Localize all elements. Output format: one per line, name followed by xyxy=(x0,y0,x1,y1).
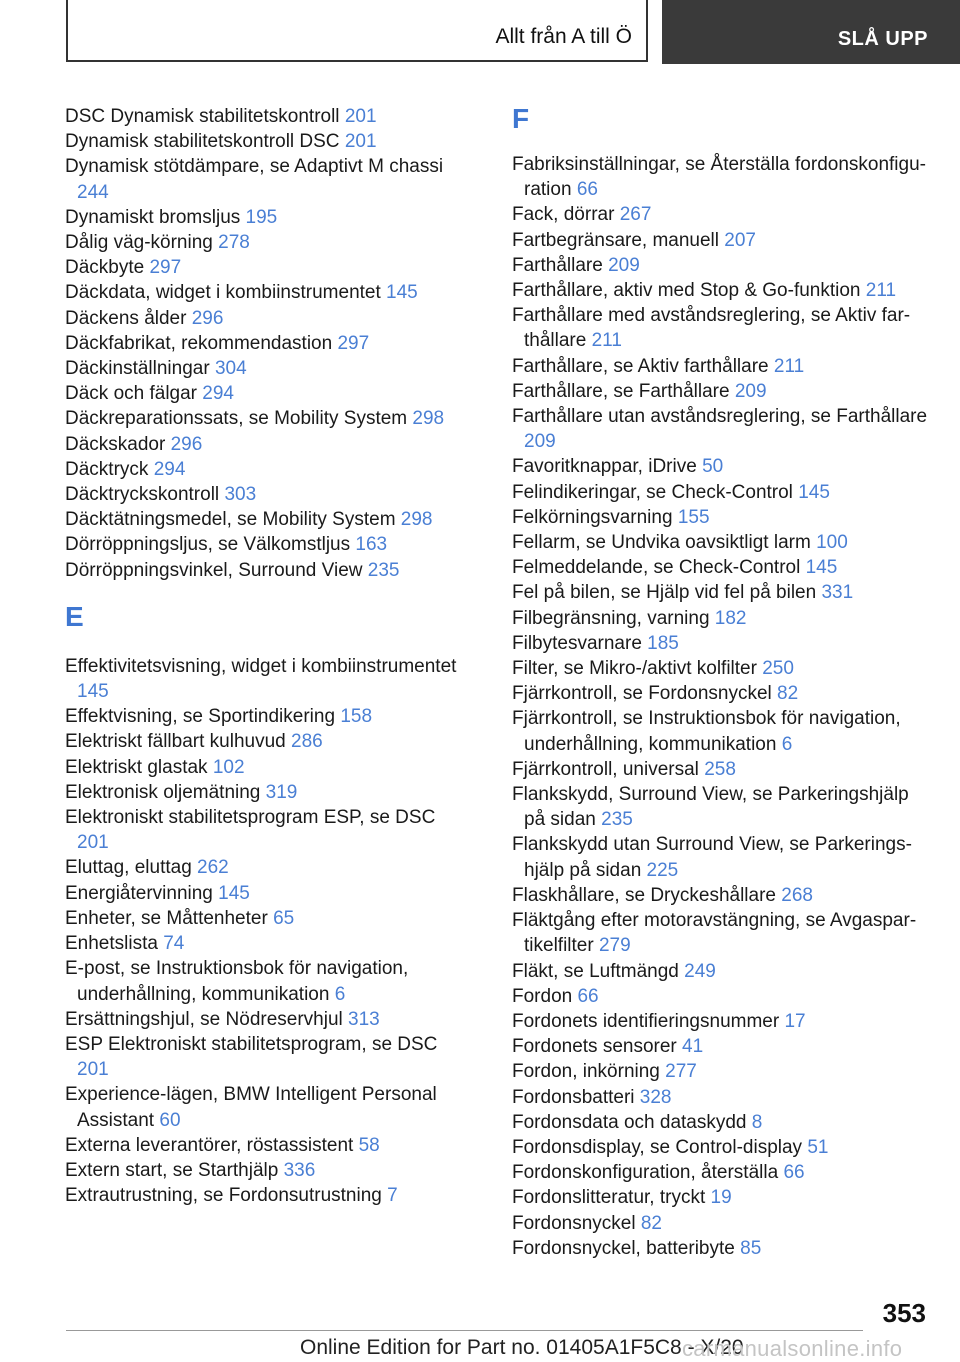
index-entry xyxy=(512,883,932,908)
index-entry-text: Fordonslitteratur, tryckt xyxy=(512,1187,706,1209)
index-entry xyxy=(512,278,932,303)
index-entry-text: Filter, se Mikro-/aktivt kolfilter xyxy=(512,658,757,680)
index-entry-text: Fordonsdisplay, se Control-display xyxy=(512,1136,803,1158)
index-entry-text: Dynamiskt bromsljus xyxy=(65,206,241,228)
index-entry-text: Felmeddelande, se Check-Control xyxy=(512,557,801,579)
index-entry-text: E-post, se Instruktionsbok för navigation, underhållning, kommunikation xyxy=(65,958,409,1005)
index-entry-text: Fack, dörrar xyxy=(512,204,615,226)
index-entry xyxy=(512,782,932,832)
edition-text: Online Edition for Part no. 01405A1F5C8 - X/20 xyxy=(300,1336,744,1359)
index-entry-text: Fordon, inkörning xyxy=(512,1061,660,1083)
index-list-e xyxy=(65,654,465,1208)
index-entry xyxy=(65,381,465,406)
index-entry-text: Dörröppningsljus, se Välkomstljus xyxy=(65,534,351,556)
index-entry-text: Elektroniskt stabilitetsprogram ESP, se DSC xyxy=(65,807,436,829)
index-entry xyxy=(65,780,465,805)
index-entry xyxy=(65,255,465,280)
index-entry-text: Externa leverantörer, röstassistent xyxy=(65,1134,354,1156)
index-entry xyxy=(512,706,932,756)
index-entry-text: Fordonsnyckel xyxy=(512,1212,636,1234)
index-entry xyxy=(65,1158,465,1183)
index-entry xyxy=(512,1236,932,1261)
page-link[interactable]: 250 xyxy=(762,658,794,680)
index-column-left xyxy=(65,104,465,1208)
index-entry-text: Däckskador xyxy=(65,433,166,455)
page-link[interactable]: 225 xyxy=(646,859,679,881)
index-entry xyxy=(512,631,932,656)
index-entry-text: Dörröppningsvinkel, Surround View xyxy=(65,559,363,581)
page-link[interactable]: 51 xyxy=(807,1136,829,1158)
section-letter-e: E xyxy=(65,600,84,632)
index-entry-text: Fläkt, se Luftmängd xyxy=(512,960,679,982)
index-entry-text: Fordonsdata och dataskydd xyxy=(512,1111,747,1133)
index-entry-text: Felkörningsvarning xyxy=(512,506,673,528)
index-entry-text: Effektvisning, se Sportindikering xyxy=(65,706,336,728)
index-entry xyxy=(65,230,465,255)
page-link[interactable]: 66 xyxy=(577,985,599,1007)
index-entry xyxy=(512,404,932,454)
page-link[interactable]: 297 xyxy=(149,257,182,279)
index-entry-text: Fellarm, se Undvika oavsiktligt larm xyxy=(512,532,811,554)
index-entry-text: Däckdata, widget i kombiinstrumentet xyxy=(65,282,381,304)
index-entry-text: Farthållare, aktiv med Stop & Go-funktion xyxy=(512,280,861,302)
index-entry-text: Farthållare med avståndsreglering, se Aktiv farthållare xyxy=(512,305,911,352)
index-entry-text: Farthållare xyxy=(512,254,603,276)
page-link[interactable]: 331 xyxy=(821,582,854,604)
index-entry xyxy=(65,1183,465,1208)
index-entry-text: Extrautrustning, se Fordonsutrustning xyxy=(65,1185,382,1207)
page-link[interactable]: 277 xyxy=(665,1061,697,1083)
index-entry-text: Farthållare, se Farthållare xyxy=(512,380,730,402)
page-link[interactable]: 298 xyxy=(412,408,445,430)
index-entry xyxy=(512,152,932,202)
page-link[interactable]: 278 xyxy=(218,232,250,254)
index-entry xyxy=(512,959,932,984)
index-entry-text: Energiåtervinning xyxy=(65,882,213,904)
index-entry xyxy=(512,908,932,958)
index-entry xyxy=(65,755,465,780)
page-link[interactable]: 145 xyxy=(77,681,109,703)
index-entry xyxy=(65,507,465,532)
index-entry xyxy=(65,129,465,154)
index-entry xyxy=(512,1009,932,1034)
index-entry xyxy=(65,154,465,204)
page-link[interactable]: 65 xyxy=(273,907,295,929)
index-entry xyxy=(512,1185,932,1210)
index-entry xyxy=(512,1160,932,1185)
index-entry xyxy=(65,729,465,754)
index-entry-text: Däckbyte xyxy=(65,257,145,279)
index-entry xyxy=(512,202,932,227)
index-entry-text: Filbytesvarnare xyxy=(512,632,642,654)
page-link[interactable]: 74 xyxy=(163,933,185,955)
page-link[interactable]: 209 xyxy=(524,431,556,453)
page-link[interactable]: 303 xyxy=(224,484,257,506)
page-link[interactable]: 207 xyxy=(724,229,756,251)
page-link[interactable]: 211 xyxy=(773,355,805,377)
index-entry-text: Dålig väg-körning xyxy=(65,232,213,254)
index-entry xyxy=(65,532,465,557)
index-entry-text: Farthållare, se Aktiv farthållare xyxy=(512,355,769,377)
index-entry xyxy=(65,331,465,356)
index-entry xyxy=(65,205,465,230)
index-entry-text: Fabriksinställningar, se Återställa fordonskonfiguration xyxy=(512,154,926,201)
page-link[interactable]: 8 xyxy=(751,1111,763,1133)
index-entry-text: Dynamisk stabilitetskontroll DSC xyxy=(65,131,340,153)
page-link[interactable]: 313 xyxy=(348,1008,380,1030)
page-link[interactable]: 209 xyxy=(734,380,767,402)
index-entry-text: Däcktryck xyxy=(65,458,149,480)
index-entry xyxy=(512,1135,932,1160)
page-link[interactable]: 17 xyxy=(784,1010,806,1032)
index-entry xyxy=(512,1059,932,1084)
page-link[interactable]: 85 xyxy=(740,1237,762,1259)
page-link[interactable]: 66 xyxy=(576,179,598,201)
index-entry-text: Fordonskonfiguration, återställa xyxy=(512,1162,779,1184)
page-link[interactable]: 58 xyxy=(358,1134,380,1156)
index-entry-text: Enheter, se Måttenheter xyxy=(65,907,268,929)
page-link[interactable]: 19 xyxy=(710,1187,732,1209)
index-list-f xyxy=(512,152,932,1261)
index-entry-text: DSC Dynamisk stabilitetskontroll xyxy=(65,106,340,127)
index-entry-text: ESP Elektroniskt stabilitetsprogram, se DSC xyxy=(65,1033,438,1055)
index-entry-text: Däck och fälgar xyxy=(65,383,198,405)
watermark: carmanualsonline.info xyxy=(682,1336,903,1361)
page-link[interactable]: 145 xyxy=(218,882,250,904)
index-entry xyxy=(65,1133,465,1158)
index-entry xyxy=(65,805,465,855)
index-entry-text: Experience-lägen, BMW Intelligent Personal Assistant xyxy=(65,1084,437,1131)
index-entry xyxy=(65,1082,465,1132)
index-entry xyxy=(512,480,932,505)
index-entry-text: Elektriskt fällbart kulhuvud xyxy=(65,731,286,753)
index-entry xyxy=(512,1110,932,1135)
index-entry xyxy=(512,379,932,404)
index-entry xyxy=(65,306,465,331)
page-link[interactable]: 66 xyxy=(783,1162,805,1184)
index-entry-text: Fjärrkontroll, se Fordonsnyckel xyxy=(512,683,772,705)
index-entry-text: Däckreparationssats, se Mobility System xyxy=(65,408,408,430)
index-entry-text: Dynamisk stötdämpare, se Adaptivt M chassi xyxy=(65,156,444,178)
index-entry-text: Fordon xyxy=(512,985,573,1007)
index-entry xyxy=(512,303,932,353)
page-link[interactable]: 158 xyxy=(340,706,373,728)
index-entry xyxy=(65,1032,465,1082)
page-link[interactable]: 82 xyxy=(640,1212,662,1234)
index-entry xyxy=(512,681,932,706)
index-entry-text: Fordonets sensorer xyxy=(512,1036,677,1058)
tab-a-to-z[interactable] xyxy=(66,0,648,62)
index-entry-text: Filbegränsning, varning xyxy=(512,607,710,629)
index-entry xyxy=(65,855,465,880)
page-link[interactable]: 6 xyxy=(334,983,346,1005)
index-entry xyxy=(65,881,465,906)
index-column-right xyxy=(512,104,932,1261)
index-entry-text: Däckfabrikat, rekommendastion xyxy=(65,332,333,354)
index-entry xyxy=(512,1085,932,1110)
page-link[interactable]: 304 xyxy=(214,358,247,380)
index-entry xyxy=(65,1007,465,1032)
index-entry-text: Fjärrkontroll, se Instruktionsbok för navigation, underhållning, kommunikation xyxy=(512,708,901,755)
page-link[interactable]: 6 xyxy=(781,733,793,755)
index-entry xyxy=(65,704,465,729)
index-entry xyxy=(512,580,932,605)
index-entry-text: Fel på bilen, se Hjälp vid fel på bilen xyxy=(512,582,817,604)
page-link[interactable]: 286 xyxy=(291,731,323,753)
index-entry xyxy=(512,984,932,1009)
index-entry xyxy=(512,555,932,580)
page-link[interactable]: 102 xyxy=(212,756,245,778)
page-header xyxy=(0,0,960,66)
page-link[interactable]: 294 xyxy=(202,383,234,405)
index-list-d xyxy=(65,104,465,583)
tab-look-up-label: SLÅ UPP xyxy=(837,28,928,50)
index-entry-text: Däcktätningsmedel, se Mobility System xyxy=(65,509,396,531)
page-link[interactable]: 60 xyxy=(159,1109,181,1131)
index-entry-text: Fartbegränsare, manuell xyxy=(512,229,719,251)
page-link[interactable]: 100 xyxy=(816,532,848,554)
index-entry-text: Extern start, se Starthjälp xyxy=(65,1159,279,1181)
page-link[interactable]: 82 xyxy=(777,683,799,705)
page-link[interactable]: 296 xyxy=(191,307,224,329)
page-link[interactable]: 336 xyxy=(283,1159,316,1181)
page-link[interactable]: 211 xyxy=(865,280,897,302)
page-link[interactable]: 258 xyxy=(704,758,736,780)
page-link[interactable]: 182 xyxy=(714,607,747,629)
index-entry xyxy=(512,454,932,479)
index-entry xyxy=(65,104,465,129)
tab-look-up[interactable] xyxy=(662,0,960,64)
page-link[interactable]: 195 xyxy=(245,206,278,228)
index-entry xyxy=(512,1034,932,1059)
index-entry xyxy=(512,757,932,782)
index-entry xyxy=(65,956,465,1006)
page-link[interactable]: 7 xyxy=(387,1185,398,1207)
index-entry-text: Fordonsnyckel, batteribyte xyxy=(512,1237,735,1259)
page-link[interactable]: 201 xyxy=(344,106,377,127)
index-entry-text: Enhetslista xyxy=(65,933,158,955)
index-entry xyxy=(512,354,932,379)
tab-a-to-z-label: Allt från A till Ö xyxy=(495,25,632,48)
page-link[interactable]: 50 xyxy=(702,456,724,478)
index-entry-text: Favoritknappar, iDrive xyxy=(512,456,697,478)
page-link[interactable]: 145 xyxy=(386,282,418,304)
page-link[interactable]: 201 xyxy=(77,832,109,854)
page-link[interactable]: 145 xyxy=(805,557,838,579)
page-link[interactable]: 319 xyxy=(265,781,298,803)
page-link[interactable]: 262 xyxy=(197,857,229,879)
page-link[interactable]: 145 xyxy=(798,481,830,503)
index-entry-text: Fordonsbatteri xyxy=(512,1086,635,1108)
page-link[interactable]: 201 xyxy=(77,1059,109,1081)
index-entry-text: Fordonets identifieringsnummer xyxy=(512,1010,780,1032)
page-number: 353 xyxy=(882,1298,926,1328)
index-entry xyxy=(512,530,932,555)
index-entry xyxy=(512,606,932,631)
index-entry xyxy=(512,832,932,882)
index-entry-text: Felindikeringar, se Check-Control xyxy=(512,481,793,503)
index-entry-text: Elektriskt glastak xyxy=(65,756,208,778)
index-entry xyxy=(512,505,932,530)
page-link[interactable]: 267 xyxy=(619,204,652,226)
index-entry xyxy=(65,356,465,381)
page-link[interactable]: 279 xyxy=(598,935,631,957)
index-entry-text: Elektronisk oljemätning xyxy=(65,781,261,803)
index-entry xyxy=(65,931,465,956)
page-link[interactable]: 298 xyxy=(400,509,433,531)
index-entry xyxy=(65,457,465,482)
index-entry-text: Flankskydd utan Surround View, se Parkeringshjälp på sidan xyxy=(512,834,912,881)
index-entry-text: Flankskydd, Surround View, se Parkeringshjälp på sidan xyxy=(512,784,909,831)
index-entry-text: Fjärrkontroll, universal xyxy=(512,758,699,780)
page-link[interactable]: 211 xyxy=(591,330,622,352)
page-link[interactable]: 294 xyxy=(153,458,186,480)
index-entry-text: Effektivitetsvisning, widget i kombiinstrumentet xyxy=(65,655,457,677)
page-link[interactable]: 185 xyxy=(647,632,679,654)
index-entry xyxy=(512,1211,932,1236)
footer-divider xyxy=(66,1330,863,1331)
index-entry xyxy=(512,656,932,681)
page-link[interactable]: 297 xyxy=(337,332,370,354)
page-link[interactable]: 244 xyxy=(77,181,109,203)
index-entry xyxy=(512,228,932,253)
index-entry xyxy=(65,432,465,457)
index-entry-text: Flaskhållare, se Dryckeshållare xyxy=(512,884,776,906)
page-link[interactable]: 235 xyxy=(367,559,400,581)
index-entry-text: Däcktryckskontroll xyxy=(65,484,220,506)
page-link[interactable]: 163 xyxy=(355,534,388,556)
page-link[interactable]: 209 xyxy=(608,254,640,276)
page-link[interactable]: 41 xyxy=(682,1036,704,1058)
index-entry-text: Däckens ålder xyxy=(65,307,187,329)
index-entry xyxy=(65,906,465,931)
index-entry xyxy=(65,654,465,704)
index-entry-text: Eluttag, eluttag xyxy=(65,857,192,879)
page-link[interactable]: 268 xyxy=(781,884,813,906)
index-entry-text: Däckinställningar xyxy=(65,358,210,380)
page-link[interactable]: 201 xyxy=(344,131,377,153)
index-entry xyxy=(65,406,465,431)
page-link[interactable]: 328 xyxy=(639,1086,672,1108)
index-entry xyxy=(65,280,465,305)
page-link[interactable]: 296 xyxy=(170,433,203,455)
index-entry xyxy=(65,482,465,507)
index-entry-text: Farthållare utan avståndsreglering, se Farthållare xyxy=(512,406,928,428)
index-entry xyxy=(512,253,932,278)
index-entry-text: Ersättningshjul, se Nödreservhjul xyxy=(65,1008,343,1030)
page-link[interactable]: 235 xyxy=(601,809,633,831)
index-entry xyxy=(65,558,465,583)
section-letter-f: F xyxy=(512,103,530,134)
index-entry-text: Fläktgång efter motoravstängning, se Avgaspartikelfilter xyxy=(512,910,917,957)
page-link[interactable]: 155 xyxy=(677,506,710,528)
page-link[interactable]: 249 xyxy=(684,960,716,982)
